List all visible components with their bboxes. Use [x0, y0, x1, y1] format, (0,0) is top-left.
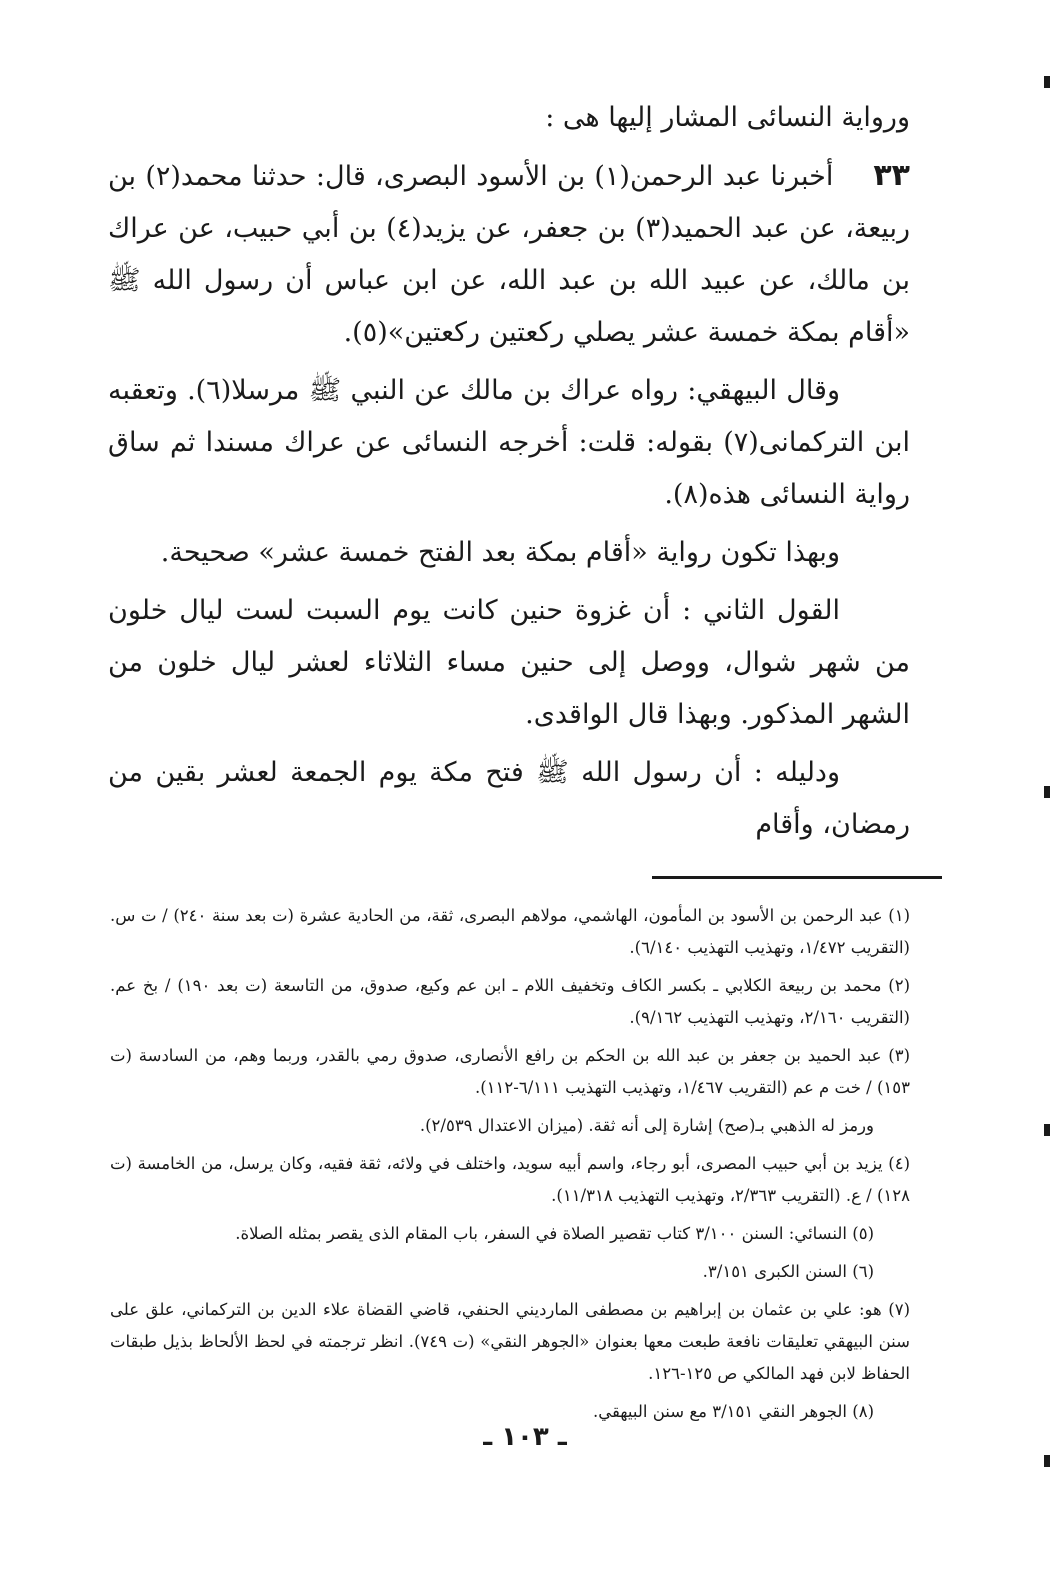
footnote-separator — [652, 876, 942, 879]
conclusion-paragraph: وبهذا تكون رواية «أقام بمكة بعد الفتح خمسة عشر» صحيحة. — [160, 537, 840, 568]
scan-edge-mark — [1044, 76, 1050, 88]
hadith-number: ٣٣ — [873, 158, 910, 193]
scan-edge-mark — [1044, 1124, 1050, 1136]
intro-line: ورواية النسائى المشار إليها هى : — [545, 102, 910, 133]
hadith-text: أخبرنا عبد الرحمن(١) بن الأسود البصرى، قال: حدثنا محمد(٢) بن ربيعة، عن عبد الحميد(٣) بن جعفر، عن يزيد(٤) بن أبي حبيب، عن عراك بن مالك، عن عبيد الله بن عبد الله، عن ابن عباس أن رسول الله ﷺ «أقام بمكة خمسة عشر يصلي ركعتين ركعتين»(٥). — [108, 161, 910, 348]
footnote-4: (٤) يزيد بن أبي حبيب المصرى، أبو رجاء، واسم أبيه سويد، واختلف في ولائه، ثقة فقيه، وكان يرسل، من الخامسة (ت ١٢٨) / ع. (التقريب ٢/٣٦٣، وتهذيب التهذيب ١١/٣١٨). — [110, 1154, 910, 1205]
footnote-7: (٧) هو: علي بن عثمان بن إبراهيم بن مصطفى المارديني الحنفي، قاضي القضاة علاء الدين بن التركماني، علق على سنن البيهقي تعليقات نافعة طبعت معها بعنوان «الجوهر النقي» (ت ٧٤٩). انظر ترجمته في لحظ الألحاظ بذيل طبقات الحفاظ لابن فهد المالكي ص ١٢٥-١٢٦. — [110, 1300, 910, 1383]
second-opinion-paragraph: القول الثاني : أن غزوة حنين كانت يوم السبت لست ليال خلون من شهر شوال، ووصل إلى حنين مساء الثلاثاء لعشر ليال خلون من الشهر المذكور. وبهذا قال الواقدى. — [108, 595, 910, 730]
footnote-2 — [110, 970, 910, 1034]
footnote-text: (٣) عبد الحميد بن جعفر بن عبد الله بن الحكم بن رافع الأنصارى، صدوق رمي بالقدر، وربما وهم، من السادسة (ت ١٥٣) / خت م عم (التقريب ١/٤٦٧، وتهذيب التهذيب ٦/١١١-١١٢). — [110, 1046, 910, 1097]
footnote-text: / ت س. (التقريب ١/٤٧٢، وتهذيب التهذيب ٦/١٤٠). — [110, 906, 910, 957]
footnote-text: / بخ عم. (التقريب ٢/١٦٠، وتهذيب التهذيب ٩/١٦٢). — [110, 976, 910, 1027]
bayhaqi-paragraph: وقال البيهقي: رواه عراك بن مالك عن النبي ﷺ مرسلا(٦). وتعقبه ابن التركمانى(٧) بقوله: قلت: أخرجه النسائى عن عراك مسندا ثم ساق رواية النسائى هذه(٨). — [108, 375, 910, 510]
page-number: ـ ١٠٣ ـ — [483, 1422, 567, 1452]
scan-edge-mark — [1044, 786, 1050, 798]
evidence-paragraph: ودليله : أن رسول الله ﷺ فتح مكة يوم الجمعة لعشر بقين من رمضان، وأقام — [108, 757, 910, 840]
footnote-3 — [110, 1040, 910, 1104]
footnotes — [110, 900, 910, 1434]
hadith-paragraph — [108, 150, 910, 359]
footnote-8: (٨) الجوهر النقي ٣/١٥١ مع سنن البيهقي. — [592, 1402, 874, 1421]
footnote-6: (٦) السنن الكبرى ٣/١٥١. — [702, 1262, 874, 1281]
footnote-3-continuation: ورمز له الذهبي بـ(صح) إشارة إلى أنه ثقة. (ميزان الاعتدال ٢/٥٣٩). — [419, 1116, 874, 1135]
footnote-text: (١) عبد الرحمن بن الأسود بن المأمون، الهاشمي، مولاهم البصرى، ثقة، من الحادية عشرة (ت بعد سنة ٢٤٠) — [173, 906, 911, 925]
footnote-1 — [110, 900, 910, 964]
scan-edge-mark — [1044, 1455, 1050, 1467]
footnote-text: (٢) محمد بن ربيعة الكلابي ـ بكسر الكاف وتخفيف اللام ـ ابن عم وكيع، صدوق، من التاسعة (ت بعد ١٩٠) — [177, 976, 910, 995]
footnote-5: (٥) النسائي: السنن ٣/١٠٠ كتاب تقصير الصلاة في السفر، باب المقام الذى يقصر بمثله الصلاة. — [235, 1224, 874, 1243]
main-text — [108, 92, 910, 857]
